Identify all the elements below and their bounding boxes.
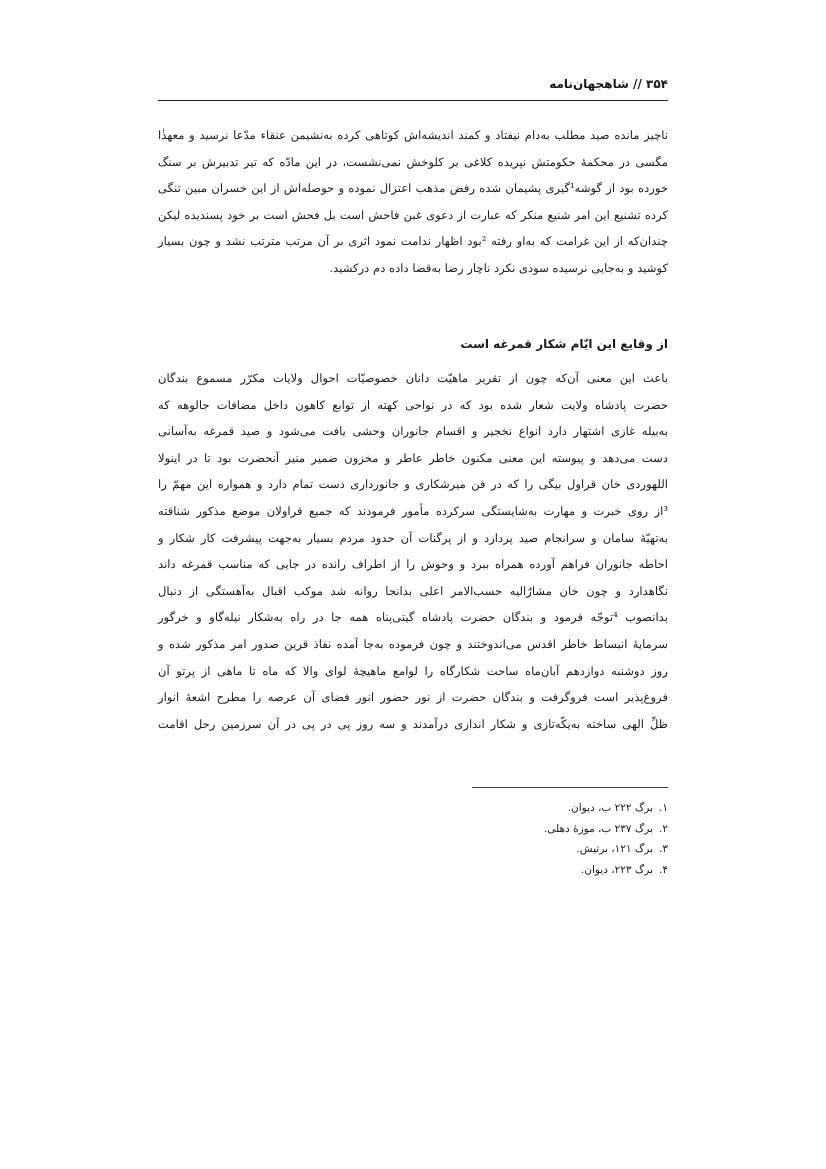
footnote-text: برگ ۲۳۷ ب، موزهٔ دهلی. <box>543 822 654 835</box>
footnote-number: ۱. <box>659 802 668 814</box>
paragraph-1-block <box>158 122 668 282</box>
paragraph-2-line: روز دوشنبه دوازدهم آبان‌ماه ساحت شکارگاه را لوامع ماهیچهٔ لوای والا که ماه تا ماهی از پرتو آن <box>158 663 668 678</box>
paragraph-2-line: اللهوردی خان قراول بیگی را که در فن میرشکاری و جانورداری دست تمام دارد و همواره این مهمّ را <box>158 477 668 492</box>
footnote-number: ۲. <box>659 822 668 835</box>
paragraph-2-line: دست می‌دهد و پیوسته این معنی مکنون خاطر عاطر و مخزون ضمیر منیر آنحضرت بود تا در اینولا <box>158 450 668 465</box>
paragraph-2-line: بدانصوب ⁴توجّه فرمود و بندگان حضرت پادشاه گیتی‌پناه همه جا در راه به‌شکار نیله‌گاو و خرگور <box>158 610 668 625</box>
paragraph-2-line: به‌بیله غازی اشتهار دارد انواع نخجیر و اقسام جانوران وحشی یافت می‌شود و صید قمرغه به‌آسانی <box>158 424 668 439</box>
footnote-text: برگ ۲۲۳، دیوان. <box>580 863 654 876</box>
paragraph-2-line: احاطه جانوران فراهم آورده همراه ببرد و وحوش را از اطراف رانده در جایی که مناسب قمرغه داند <box>158 557 668 572</box>
paragraph-2-line: فروغ‌پذیر است فروگرفت و بندگان حضرت از نور حضور انور فضای آن عرصه را مطرح اشعهٔ انوار <box>158 690 668 705</box>
paragraph-2-block <box>158 365 668 737</box>
header-divider <box>158 100 668 101</box>
footnote-divider <box>472 787 668 788</box>
footnote <box>368 798 668 819</box>
section-heading: از وقایع این ایّام شکار قمرغه است <box>460 337 668 351</box>
footnote-text: برگ ۲۲۲ ب، دیوان. <box>567 802 654 814</box>
paragraph-2-line: به‌تهیّهٔ سامان و سرانجام صید پردازد و از پرگنات آن حدود مردم بسیار به‌جهت پیشرفت کار شکار و <box>158 530 668 545</box>
running-head: ۳۵۴ // شاهجهان‌نامه <box>549 77 668 91</box>
footnotes <box>368 798 668 880</box>
footnote <box>368 860 668 881</box>
paragraph-2-line: نگاهدارد و چون خان مشارٌالیه حسب‌الامر اعلی بدانجا روانه شد موکب اقبال به‌آهستگی از دنبال <box>158 583 668 598</box>
paragraph-2-line: ظلِّ الهی ساخته به‌یکّه‌تازی و شکار اندازی درآمدند و سه روز پی در پی در آن سرزمین رحل اقامت <box>158 716 668 731</box>
paragraph-2-line: حضرت پادشاه ولایت شعار شده بود که در نواحی کهته از توابع کاهون داخل مضافات جالوهه که <box>158 397 668 412</box>
paragraph-2-line: ³از روی خبرت و مهارت به‌شایستگی سرکرده مأمور فرمودند که جمیع قراولان موضع مذکور شناقته <box>158 503 668 518</box>
paragraph-1: ناچیز مانده صید مطلب به‌دام نیفتاد و کمند اندیشه‌اش کوتاهی کرده به‌نشیمن عنقاء مدّعا نرسید و معهذٰا مگسی در محکمهٔ حکومتش نپریده کلاغی بر کلوخش نمی‌نشست، در این مادّه که تیر تدبیرش بر سنگ خورده بود از گوشه‌¹گیری پشیمان شده رفض مذهب اعتزال نموده و حوصله‌اش از این خسران مبین تنگی کرده تشنیع این امر شنیع منکر که عبارت از دعوی غبن فاحش است بل فحش است بر خود پسندیده لیکن چندان‌که از این غرامت که به‌او رفته ²بود اظهار ندامت نمود اثری بر آن مرتب مترتب نشد و چون بسیار کوشید و به‌جایی نرسیده سودی نکرد ناچار رضا به‌قضا داده دم درکشید. <box>158 128 668 275</box>
footnote-number: ۴. <box>659 863 668 876</box>
footnote-number: ۳. <box>659 843 668 855</box>
footnote-text: برگ ۱۲۱، برتیش. <box>576 843 654 855</box>
footnote <box>368 839 668 860</box>
paragraph-2-line: سرمایهٔ انبساط خاطر اقدس می‌اندوختند و چون فرموده به‌جا آمده نفاذ قرین صدور امر مذکور شده و <box>158 636 668 651</box>
paragraph-2-line: باعث این معنی آن‌که چون از تقریر ماهیّت دانان خصوصیّات احوال ولایات مکرّر مسموع بندگان <box>158 371 668 385</box>
footnote <box>368 819 668 840</box>
